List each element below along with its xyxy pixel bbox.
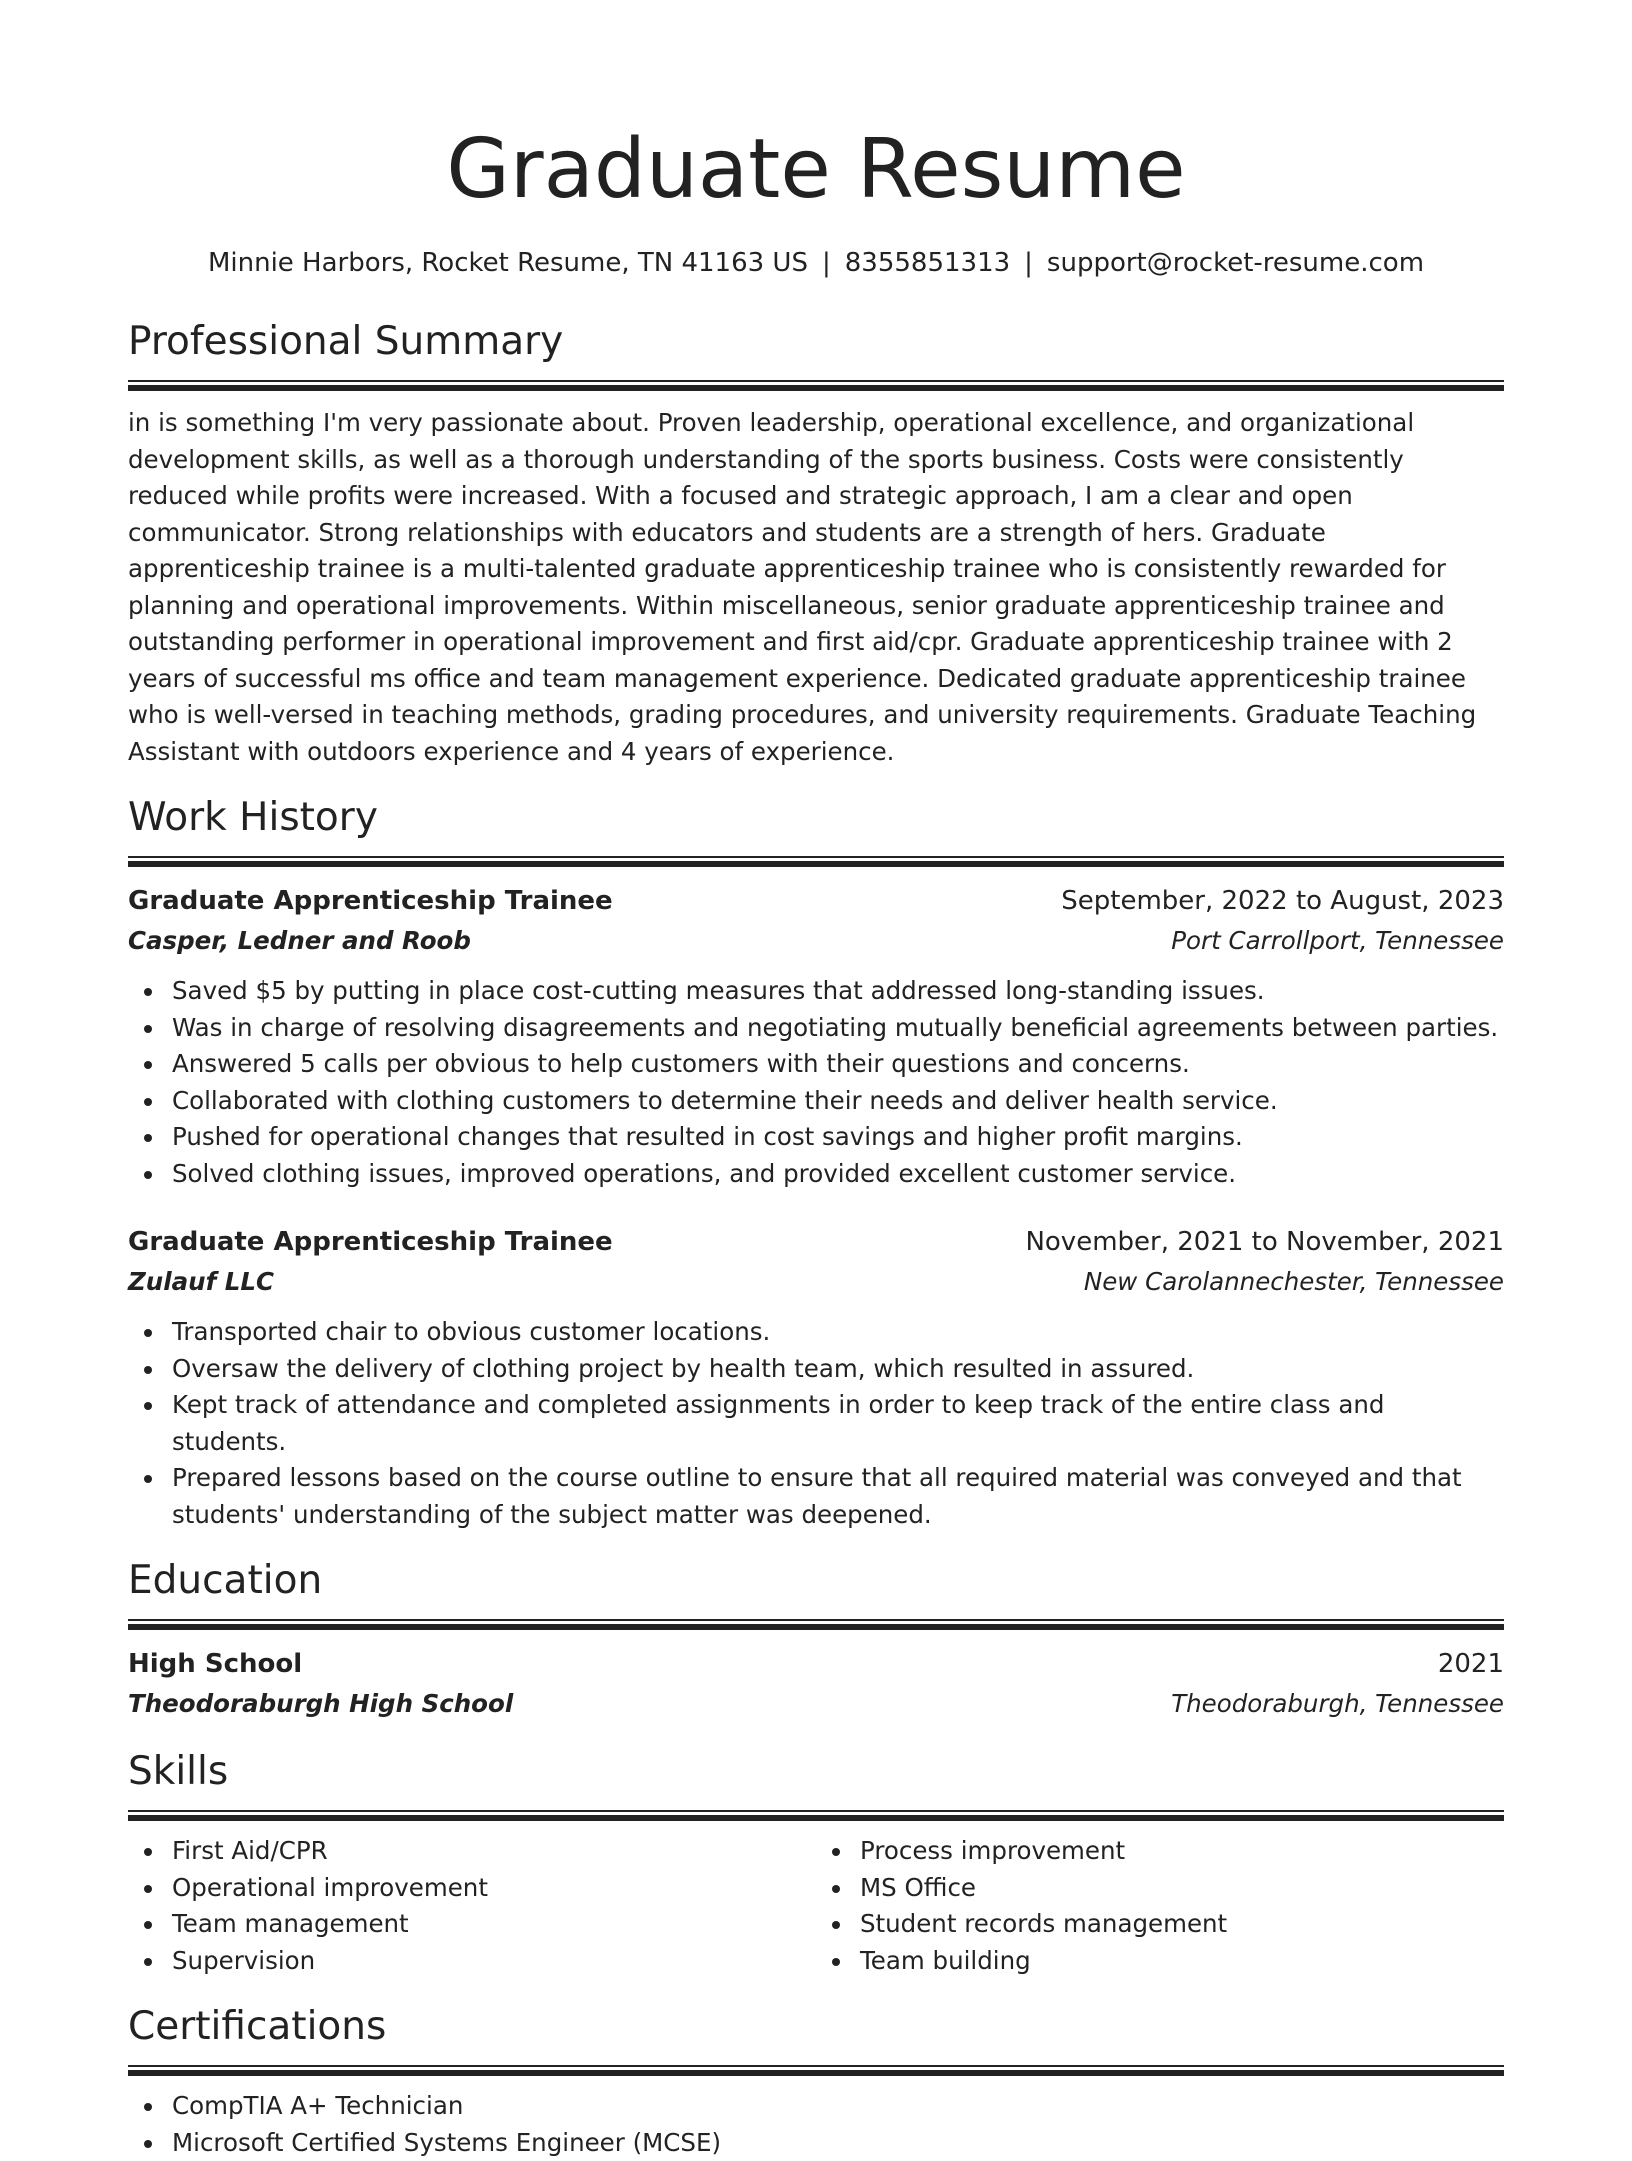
job-location: Port Carrollport, Tennessee: [1171, 921, 1504, 961]
list-item: Saved $5 by putting in place cost-cutting measures that addressed long-standing issues.: [128, 973, 1504, 1010]
section-heading-education: Education: [128, 1557, 1504, 1605]
section-divider: [128, 2065, 1504, 2076]
list-item: First Aid/CPR: [128, 1833, 816, 1870]
section-heading-summary: Professional Summary: [128, 318, 1504, 366]
job-company: Casper, Ledner and Roob: [128, 921, 471, 961]
job-company: Zulauf LLC: [128, 1262, 274, 1302]
contact-line: [128, 246, 1504, 280]
job-title: Graduate Apprenticeship Trainee: [128, 881, 613, 921]
education-year: 2021: [1438, 1644, 1504, 1684]
job-dates: November, 2021 to November, 2021: [1025, 1222, 1504, 1262]
list-item: Student records management: [816, 1906, 1504, 1943]
section-heading-work: Work History: [128, 794, 1504, 842]
section-divider: [128, 1619, 1504, 1630]
list-item: Prepared lessons based on the course outline to ensure that all required material was conveyed and that students' understanding of the subject matter was deepened.: [128, 1460, 1504, 1533]
list-item: Pushed for operational changes that resulted in cost savings and higher profit margins.: [128, 1119, 1504, 1156]
list-item: Team management: [128, 1906, 816, 1943]
education-section: [128, 1557, 1504, 1724]
contact-separator: |: [1010, 248, 1047, 278]
summary-section: [128, 318, 1504, 770]
list-item: Was in charge of resolving disagreements and negotiating mutually beneficial agreements between parties.: [128, 1010, 1504, 1047]
contact-phone: 8355851313: [845, 248, 1010, 278]
education-entry: [128, 1644, 1504, 1724]
list-item: Solved clothing issues, improved operations, and provided excellent customer service.: [128, 1156, 1504, 1193]
job-entry: [128, 881, 1504, 1192]
contact-separator: |: [808, 248, 845, 278]
section-divider: [128, 1810, 1504, 1821]
list-item: Team building: [816, 1943, 1504, 1980]
section-divider: [128, 856, 1504, 867]
list-item: Operational improvement: [128, 1870, 816, 1907]
job-title: Graduate Apprenticeship Trainee: [128, 1222, 613, 1262]
list-item: Answered 5 calls per obvious to help customers with their questions and concerns.: [128, 1046, 1504, 1083]
certifications-section: [128, 2003, 1504, 2161]
list-item: Kept track of attendance and completed assignments in order to keep track of the entire class and students.: [128, 1387, 1504, 1460]
section-heading-certifications: Certifications: [128, 2003, 1504, 2051]
list-item: Microsoft Certified Systems Engineer (MCSE): [128, 2125, 1504, 2161]
job-dates: September, 2022 to August, 2023: [1061, 881, 1504, 921]
education-degree: High School: [128, 1644, 302, 1684]
contact-address: Minnie Harbors, Rocket Resume, TN 41163 US: [208, 248, 808, 278]
job-bullets: [128, 1314, 1504, 1533]
list-item: MS Office: [816, 1870, 1504, 1907]
education-location: Theodoraburgh, Tennessee: [1171, 1684, 1504, 1724]
certifications-list: [128, 2088, 1504, 2161]
list-item: Collaborated with clothing customers to determine their needs and deliver health service.: [128, 1083, 1504, 1120]
list-item: Process improvement: [816, 1833, 1504, 1870]
work-section: [128, 794, 1504, 1533]
skills-section: [128, 1748, 1504, 1979]
list-item: Transported chair to obvious customer locations.: [128, 1314, 1504, 1351]
contact-email: support@rocket-resume.com: [1047, 248, 1424, 278]
skills-list-left: [128, 1833, 816, 1979]
section-divider: [128, 380, 1504, 391]
education-school: Theodoraburgh High School: [128, 1684, 513, 1724]
summary-text: in is something I'm very passionate about. Proven leadership, operational excellence, and organizational development skills, as well as a thorough understanding of the sports business. Costs were consistently reduced while profits were increased. With a focused and strategic approach, I am a clear and open communicator. Strong relationships with educators and students are a strength of hers. Graduate apprenticeship trainee is a multi-talented graduate apprenticeship trainee who is consistently rewarded for planning and operational improvements. Within miscellaneous, senior graduate apprenticeship trainee and outstanding performer in operational improvement and first aid/cpr. Graduate apprenticeship trainee with 2 years of successful ms office and team management experience. Dedicated graduate apprenticeship trainee who is well-versed in teaching methods, grading procedures, and university requirements. Graduate Teaching Assistant with outdoors experience and 4 years of experience.: [128, 405, 1504, 770]
job-location: New Carolannechester, Tennessee: [1084, 1262, 1504, 1302]
job-bullets: [128, 973, 1504, 1192]
section-heading-skills: Skills: [128, 1748, 1504, 1796]
list-item: Oversaw the delivery of clothing project by health team, which resulted in assured.: [128, 1351, 1504, 1388]
skills-grid: [128, 1833, 1504, 1979]
list-item: CompTIA A+ Technician: [128, 2088, 1504, 2125]
resume-title: Graduate Resume: [128, 0, 1504, 220]
list-item: Supervision: [128, 1943, 816, 1980]
job-entry: [128, 1222, 1504, 1533]
skills-list-right: [816, 1833, 1504, 1979]
